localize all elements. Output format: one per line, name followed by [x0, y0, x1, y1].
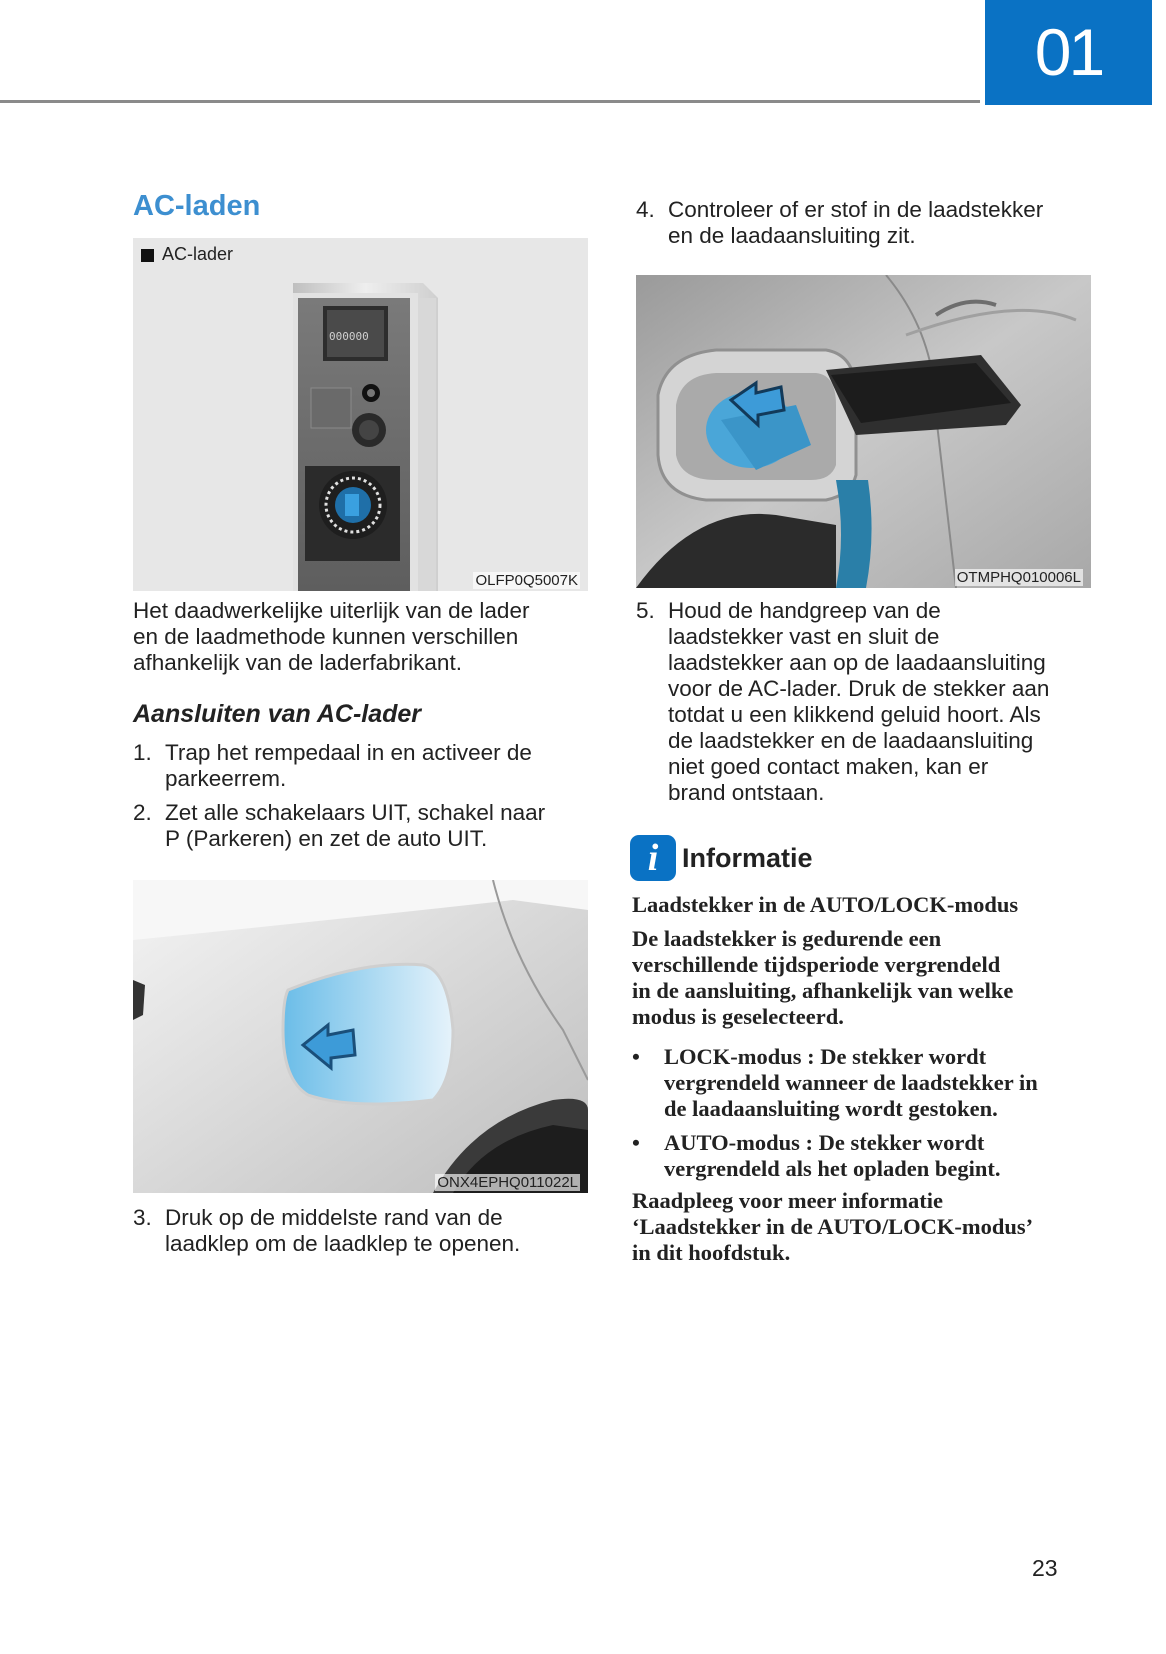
figure-charging-flap	[133, 880, 588, 1193]
charging-flap-illustration	[133, 880, 588, 1193]
figure-charging-plug	[636, 275, 1091, 588]
info-closing: Raadpleeg voor meer informatie ‘Laadstekker in de AUTO/LOCK-modus’ in dit hoofdstuk.	[632, 1188, 1034, 1265]
info-icon: i	[630, 835, 676, 881]
charging-plug-illustration	[636, 275, 1091, 588]
page-number: 23	[1032, 1555, 1058, 1581]
section-title: AC-laden	[133, 190, 261, 222]
step-5: 5. Houd de handgreep van de laadstekker vast en sluit de laadstekker aan op de laadaansluiting voor de AC-lader. Druk de stekker aan totdat u een klikkend geluid hoort. Als de laadstekker en de laadaansluiting niet goed contact maken, kan er brand ontstaan.	[636, 598, 1050, 805]
step-3: 3. Druk op de middelste rand van de laadklep om de laadklep te openen.	[133, 1205, 521, 1256]
subsection-title: Aansluiten van AC-lader	[133, 700, 422, 728]
info-title: Informatie	[682, 843, 813, 873]
figure-code: ONX4EPHQ011022L	[437, 1174, 578, 1191]
info-bullet-auto: • AUTO-modus : De stekker wordt vergrendeld als het opladen begint.	[632, 1130, 1001, 1181]
info-subtitle: Laadstekker in de AUTO/LOCK-modus	[632, 892, 1019, 917]
step-1: 1. Trap het rempedaal in en activeer de parkeerrem.	[133, 740, 532, 791]
figure-code: OLFP0Q5007K	[475, 572, 578, 589]
intro-paragraph: Het daadwerkelijke uiterlijk van de lader en de laadmethode kunnen verschillen afhankelijk van de laderfabrikant.	[133, 598, 530, 675]
ac-charger-illustration	[133, 238, 588, 591]
figure-code: OTMPHQ010006L	[956, 569, 1081, 586]
step-4: 4. Controleer of er stof in de laadstekker en de laadaansluiting zit.	[636, 197, 1044, 248]
info-paragraph: De laadstekker is gedurende een verschillende tijdsperiode vergrendeld in de aansluiting, afhankelijk van welke modus is geselecteerd.	[632, 926, 1014, 1029]
info-bullet-lock: • LOCK-modus : De stekker wordt vergrendeld wanneer de laadstekker in de laadaansluiting wordt gestoken.	[632, 1044, 1038, 1121]
charger-display-digits: 000000	[329, 330, 369, 343]
step-2: 2. Zet alle schakelaars UIT, schakel naar P (Parkeren) en zet de auto UIT.	[133, 800, 546, 851]
chapter-tab: 01	[985, 0, 1152, 105]
figure-ac-charger-label: AC-lader	[141, 244, 233, 265]
figure-ac-charger	[133, 238, 588, 591]
bullet-square-icon	[141, 249, 154, 262]
header-rule	[0, 100, 980, 103]
